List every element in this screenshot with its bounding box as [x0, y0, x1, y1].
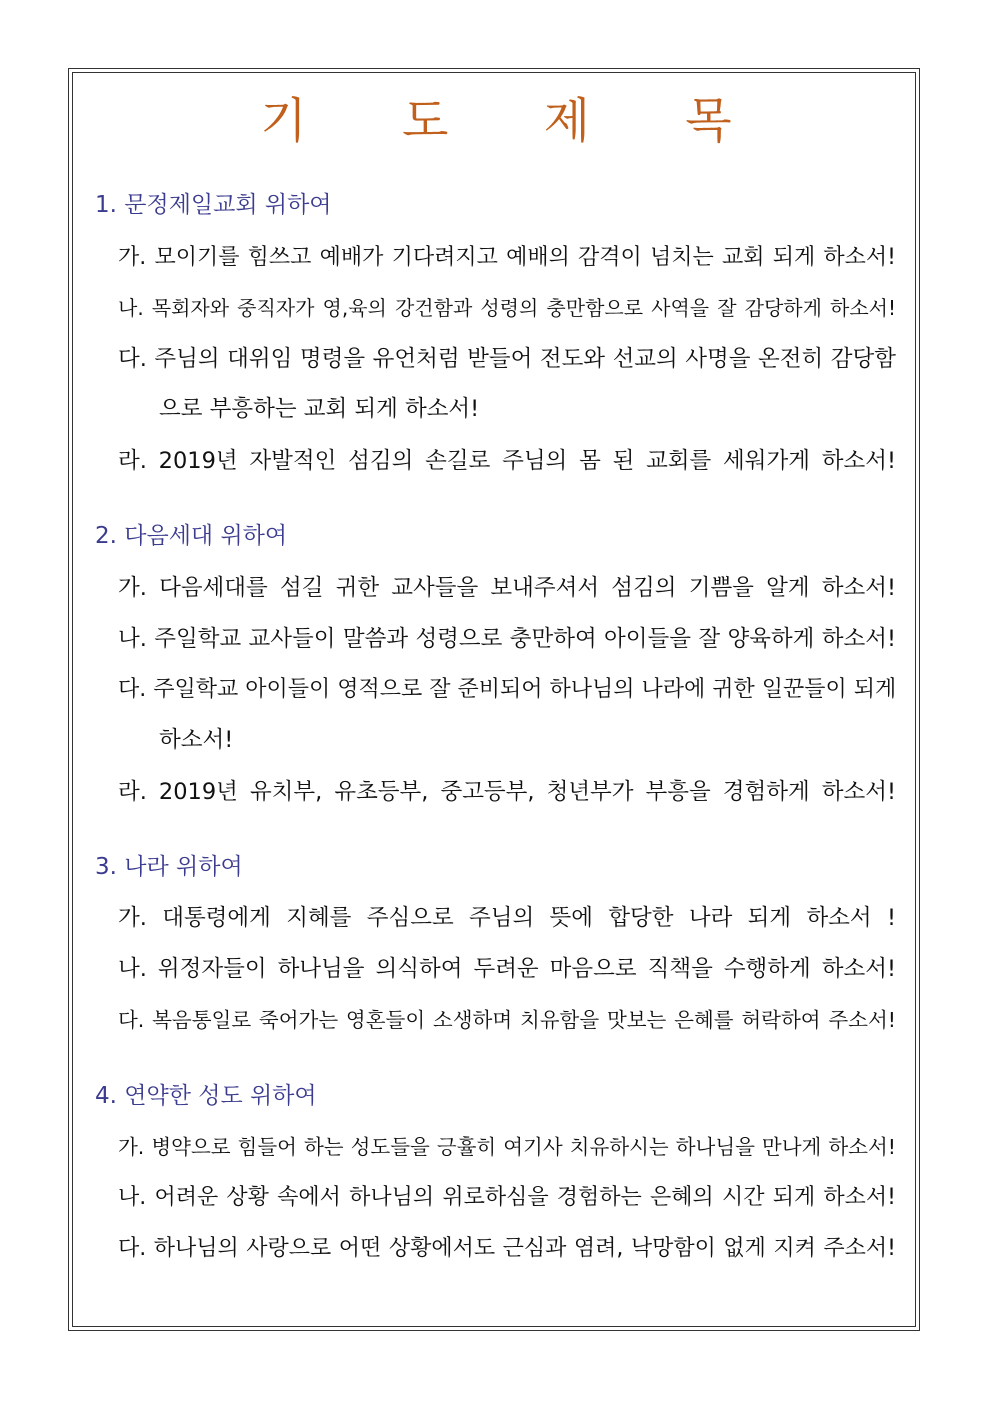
prayer-item: 나. 주일학교 교사들이 말씀과 성령으로 충만하여 아이들을 잘 양육하게 하소서! [118, 626, 896, 652]
prayer-item: 가. 다음세대를 섬길 귀한 교사들을 보내주셔서 섬김의 기쁨을 알게 하소서! [118, 575, 896, 601]
prayer-item: 다. 주님의 대위임 명령을 유언처럼 받들어 전도와 선교의 사명을 온전히 감당함 [118, 346, 896, 372]
prayer-item: 다. 복음통일로 죽어가는 영혼들이 소생하며 치유함을 맛보는 은혜를 허락하여 주소서! [118, 1008, 896, 1032]
prayer-item: 가. 모이기를 힘쓰고 예배가 기다려지고 예배의 감격이 넘치는 교회 되게 하소서! [118, 245, 896, 270]
section-heading-church: 1. 문정제일교회 위하여 [95, 192, 332, 218]
prayer-item-continuation: 으로 부흥하는 교회 되게 하소서! [159, 396, 480, 422]
prayer-item: 나. 위정자들이 하나님을 의식하여 두려운 마음으로 직책을 수행하게 하소서! [118, 956, 896, 982]
prayer-item: 가. 대통령에게 지혜를 주심으로 주님의 뜻에 합당한 나라 되게 하소서 ! [118, 905, 896, 931]
page-title: 기 도 제 목 [260, 93, 772, 149]
section-heading-next-generation: 2. 다음세대 위하여 [95, 523, 288, 549]
section-heading-weak-believers: 4. 연약한 성도 위하여 [95, 1083, 317, 1109]
prayer-item: 나. 목회자와 중직자가 영,육의 강건함과 성령의 충만함으로 사역을 잘 감당하게 하소서! [118, 296, 896, 320]
section-heading-nation: 3. 나라 위하여 [95, 854, 243, 880]
prayer-item: 라. 2019년 유치부, 유초등부, 중고등부, 청년부가 부흥을 경험하게 하소서! [118, 779, 896, 805]
prayer-item: 다. 주일학교 아이들이 영적으로 잘 준비되어 하나님의 나라에 귀한 일꾼들이 되게 [118, 677, 897, 702]
prayer-item: 다. 하나님의 사랑으로 어떤 상황에서도 근심과 염려, 낙망함이 없게 지켜 주소서! [118, 1236, 896, 1261]
prayer-item: 가. 병약으로 힘들어 하는 성도들을 긍휼히 여기사 치유하시는 하나님을 만나게 하소서! [118, 1135, 896, 1159]
prayer-item-continuation: 하소서! [159, 727, 234, 753]
prayer-item: 나. 어려운 상황 속에서 하나님의 위로하심을 경험하는 은혜의 시간 되게 하소서! [118, 1185, 896, 1210]
prayer-item: 라. 2019년 자발적인 섬김의 손길로 주님의 몸 된 교회를 세워가게 하소서! [118, 448, 896, 474]
